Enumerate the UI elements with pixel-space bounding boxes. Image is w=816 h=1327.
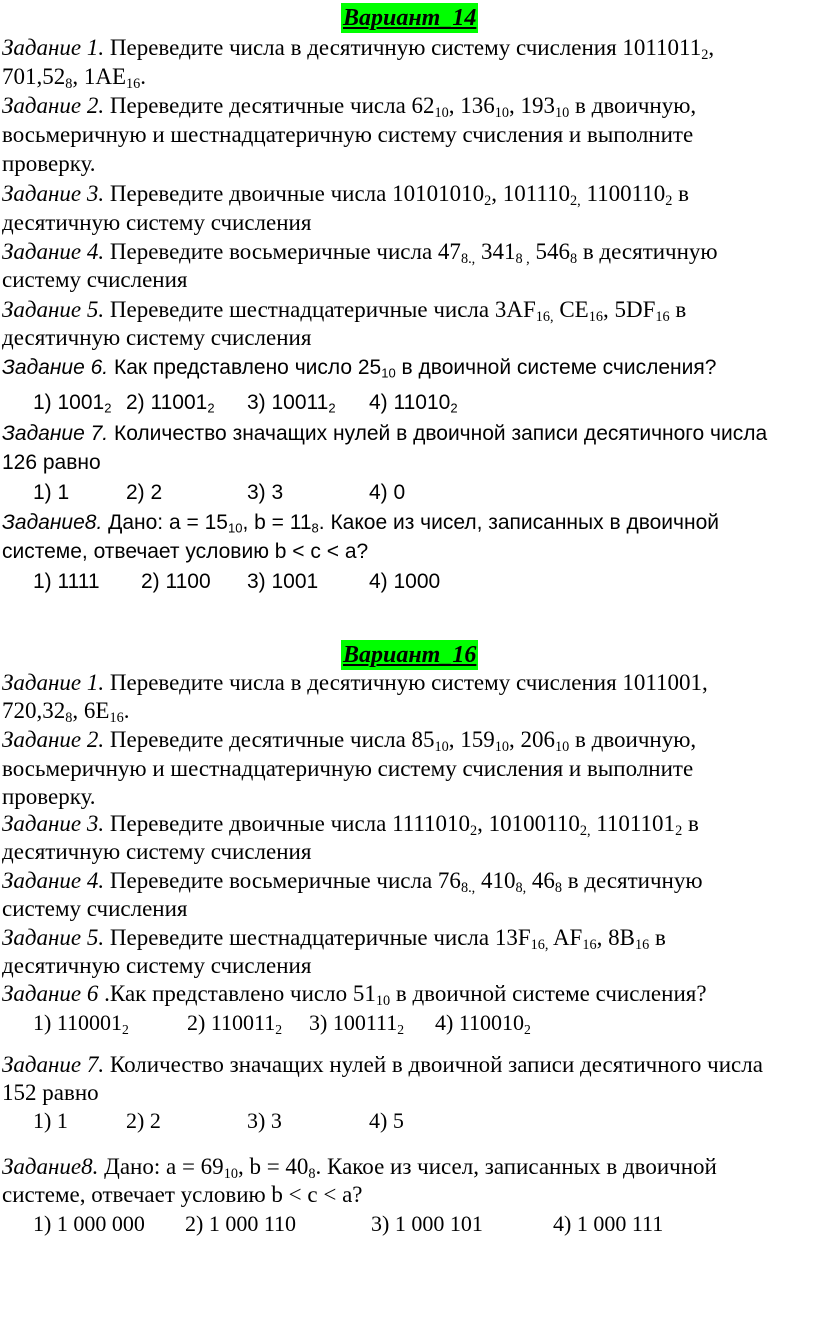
option-text: 4) 110010 [435,1010,525,1035]
task-text: , 159 [448,727,495,752]
v16-task7-option-4: 4) 5 [369,1108,404,1133]
task-text: в двоичную, [569,93,697,118]
task-text: в десятичную [577,239,718,264]
v14-task2-line1 [2,92,696,120]
subscript: 10 [555,104,570,121]
v16-task7-line1 [2,1051,763,1079]
task-text: Переведите двоичные числа 1111010 [104,811,471,836]
option-text: 2) 11001 [126,391,208,414]
task-text: . [140,64,147,89]
option-text: 3) 100111 [309,1010,398,1035]
subscript: 2 [397,1021,405,1037]
subscript: 2 [675,822,683,839]
task-label: Задание 7. [2,422,109,445]
subscript: 16, [530,936,549,953]
v14-task8-option-1: 1) 1111 [33,570,100,593]
v16-task8-line1 [2,1153,717,1181]
task-label: Задание 5. [2,297,105,322]
subscript: 2 [104,400,112,416]
v16-task2-line2: восьмеричную и шестнадцатеричную систему счисления и выполните [2,756,694,781]
task-text: Дано: a = 69 [98,1154,224,1179]
subscript: 10 [434,738,449,755]
task-text: , 206 [509,727,556,752]
v16-task7-line2: 152 равно [2,1080,99,1105]
subscript: 10 [375,992,391,1009]
task-text: Дано: a = 15 [102,511,228,534]
v14-task2-line2: восьмеричную и шестнадцатеричную систему счисления и выполните [2,122,694,147]
task-text: в двоичной системе счисления? [395,356,717,379]
task-text: , 10100110 [477,811,580,836]
task-label: Задание 3. [2,811,105,836]
task-text: , b = 11 [242,511,312,534]
option-text: 3) 10011 [247,391,329,414]
v16-task6-option-1 [33,1009,129,1037]
task-label: Задание 6. [2,356,109,379]
subscript: 16, [535,308,554,325]
v14-task5-line2: десятичную систему счисления [2,325,312,350]
task-label: Задание 1. [2,35,105,60]
v14-task4-line1 [2,238,718,266]
v16-task6-option-4 [435,1009,531,1037]
option-text: 2) 110011 [187,1010,276,1035]
v16-task2-line3: проверку. [2,784,96,809]
subscript: 2 [450,400,458,416]
subscript: 2 [122,1021,129,1037]
task-text: , 193 [509,93,556,118]
v14-task6-option-1 [33,389,111,417]
task-text: . Какое из чисел, записанных в двоичной [318,511,719,534]
subscript: 8 [569,250,578,267]
v16-task8-option-4: 4) 1 000 111 [553,1211,664,1236]
task-text: , b = 40 [237,1154,309,1179]
subscript: 2 [470,822,478,839]
task-text: . Какое из чисел, записанных в двоичной [315,1154,717,1179]
variant-14-title: Вариант_14 [343,5,477,31]
v14-task3-line1 [2,180,689,208]
subscript: 2 [524,1021,531,1037]
task-text: Переведите двоичные числа 10101010 [104,181,485,206]
task-label: Задание 6 [2,981,99,1006]
subscript: 10 [223,1165,238,1182]
task-text: AF [548,925,583,950]
task-text: в [649,925,666,950]
subscript: 2 [484,192,492,209]
subscript: 8., [460,250,476,267]
v14-task8-option-3: 3) 1001 [247,570,319,593]
task-text: 720,32 [2,698,66,723]
task-label: Задание 2. [2,727,105,752]
task-text: Переведите восьмеричные числа 47 [104,239,461,264]
v14-task8-line2: системе, отвечает условию b < c < a? [2,540,369,563]
v14-task8-line1 [2,509,719,537]
task-text: Переведите числа в десятичную систему счисления 1011011 [104,35,702,60]
task-text: Количество значащих нулей в двоичной записи десятичного числа [108,422,768,445]
variant-16-title: Вариант_16 [343,642,477,668]
subscript: 2, [579,822,591,839]
v16-task8-option-1: 1) 1 000 000 [33,1211,145,1236]
v14-task7-option-1: 1) 1 [33,481,70,504]
subscript: 2 [328,400,336,416]
task-label: Задание 4. [2,239,105,264]
subscript: 16 [126,75,141,92]
task-text: , [708,35,715,60]
task-text: .Как представлено число 51 [98,981,376,1006]
v16-task8-option-3: 3) 1 000 101 [371,1211,483,1236]
task-text: 410 [475,868,516,893]
v16-task3-line1 [2,810,699,838]
v14-task7-option-2: 2) 2 [126,481,163,504]
subscript: 16 [588,308,603,325]
v14-task6-option-2 [126,389,215,417]
v16-task6-line1 [2,980,707,1008]
v14-task8-option-2: 2) 1100 [141,570,211,593]
subscript: 8, [515,879,527,896]
v16-task7-option-2: 2) 2 [126,1108,161,1133]
task-label: Задание 1. [2,670,105,695]
subscript: 8 [308,1165,316,1182]
task-label: Задание 3. [2,181,105,206]
task-text: . [123,698,130,723]
v16-task7-option-1: 1) 1 [33,1108,68,1133]
v16-task4-line1 [2,867,703,895]
task-text: 1100110 [580,181,666,206]
v16-task6-option-2 [187,1009,282,1037]
v14-task1-line2 [2,63,146,91]
subscript: 8 , [515,250,530,267]
subscript: 10 [227,520,243,536]
task-text: Как представлено число 25 [108,356,382,379]
v16-task5-line1 [2,924,666,952]
task-label: Задание8. [2,1154,99,1179]
v16-task2-line1 [2,726,696,754]
v14-task7-line2: 126 равно [2,451,101,474]
v16-task4-line2: систему счисления [2,896,188,921]
task-text: Переведите десятичные числа 85 [104,727,435,752]
task-text: в [672,181,690,206]
v14-task7-line1 [2,420,767,448]
v16-task6-option-3 [309,1009,404,1037]
task-text: в двоичную, [569,727,697,752]
subscript: 16 [109,709,124,726]
v16-task1-line2 [2,697,129,725]
task-text: , 5DF [602,297,656,322]
task-label: Задание 2. [2,93,105,118]
task-label: Задание 7. [2,1052,105,1077]
v14-task6-option-4 [369,389,458,417]
v14-task3-line2: десятичную систему счисления [2,210,312,235]
subscript: 16 [655,308,670,325]
subscript: 8 [554,879,562,896]
subscript: 8 [65,75,73,92]
subscript: 2 [207,400,215,416]
task-text: Переведите шестнадцатеричные числа 3AF [104,297,536,322]
option-text: 4) 11010 [369,391,451,414]
task-text: , 6E [72,698,110,723]
subscript: 2 [701,46,709,63]
v14-task8-option-4: 4) 1000 [369,570,441,593]
option-text: 1) 110001 [33,1010,123,1035]
v14-task6-option-3 [247,389,336,417]
task-label: Задание8. [2,511,103,534]
task-label: Задание 4. [2,868,105,893]
v16-task5-line2: десятичную систему счисления [2,953,312,978]
v14-task1-line1 [2,34,714,62]
task-text: , 1AE [72,64,127,89]
subscript: 10 [494,738,510,755]
task-text: , 136 [448,93,495,118]
task-text: CE [553,297,589,322]
subscript: 10 [494,104,510,121]
task-text: 341 [475,239,516,264]
subscript: 2 [275,1021,283,1037]
subscript: 16 [582,936,597,953]
task-text: в десятичную [562,868,703,893]
task-text: , 8B [596,925,635,950]
v16-task8-line2: системе, отвечает условию b < c < a? [2,1182,363,1207]
subscript: 10 [381,365,396,381]
subscript: 10 [555,738,570,755]
task-text: 1101101 [590,811,676,836]
task-text: Переведите восьмеричные числа 76 [104,868,461,893]
subscript: 8 [311,520,319,536]
v16-task3-line2: десятичную систему счисления [2,839,312,864]
subscript: 8 [65,709,73,726]
subscript: 10 [434,104,449,121]
task-label: Задание 5. [2,925,105,950]
task-text: Количество значащих нулей в двоичной записи десятичного числа [104,1052,763,1077]
subscript: 2 [665,192,673,209]
v14-task7-option-4: 4) 0 [369,481,406,504]
subscript: 16 [634,936,650,953]
v14-task4-line2: систему счисления [2,267,188,292]
task-text: в [682,811,699,836]
task-text: Переведите шестнадцатеричные числа 13F [104,925,531,950]
task-text: Переведите десятичные числа 62 [104,93,435,118]
task-text: в двоичной системе счисления? [390,981,707,1006]
v14-task7-option-3: 3) 3 [247,481,284,504]
subscript: 2, [570,192,581,209]
v16-task8-option-2: 2) 1 000 110 [185,1211,297,1236]
task-text: 546 [529,239,570,264]
v16-task7-option-3: 3) 3 [247,1108,282,1133]
task-text: , 101110 [491,181,571,206]
task-text: 46 [526,868,555,893]
v14-task6-line1 [2,354,716,382]
v16-task1-line1 [2,669,708,697]
task-text: Переведите числа в десятичную систему счисления 1011001, [104,670,708,695]
task-text: в [669,297,687,322]
task-text: 701,52 [2,64,66,89]
subscript: 8., [460,879,476,896]
v14-task5-line1 [2,296,686,324]
v14-task2-line3: проверку. [2,151,96,176]
option-text: 1) 1001 [33,391,105,414]
